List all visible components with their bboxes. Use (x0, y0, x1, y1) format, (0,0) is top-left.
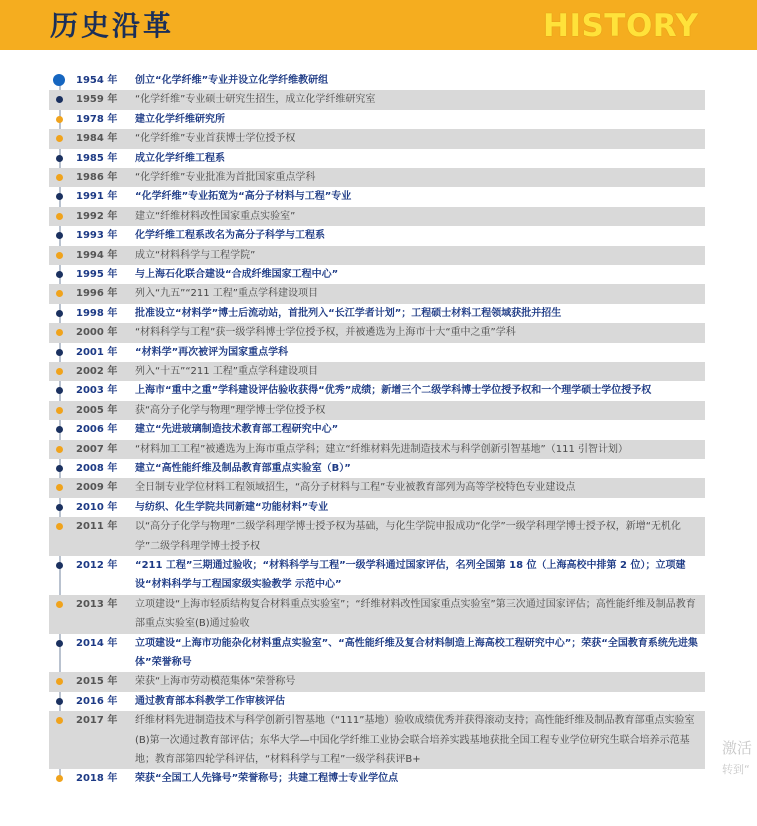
timeline-row (49, 343, 705, 362)
timeline-dot-icon (56, 775, 63, 782)
timeline-row (49, 440, 705, 459)
timeline-row (49, 226, 705, 245)
timeline-dot-icon (56, 368, 63, 375)
timeline-dot-icon (56, 465, 63, 472)
timeline-year: 1998 年 (76, 307, 118, 319)
timeline-description: 荣获“全国工人先锋号”荣誉称号；共建工程博士专业学位点 (135, 773, 399, 785)
timeline-year: 1995 年 (76, 269, 118, 280)
timeline-row (49, 498, 705, 517)
timeline-year: 2005 年 (76, 404, 118, 416)
timeline-description: “材料加工工程”被遴选为上海市重点学科；建立“纤维材料先进制造技术与科学创新引智基地”（111 引智计划） (135, 443, 628, 455)
timeline-dot-icon (56, 310, 63, 317)
timeline-dot-icon (56, 349, 63, 356)
timeline-description: “材料科学与工程”获一级学科博士学位授予权，并被遴选为上海市十大“重中之重”学科 (135, 327, 516, 339)
watermark-text: 激活 (722, 739, 753, 757)
timeline-dot-icon (56, 698, 63, 705)
timeline-dot-icon (56, 174, 63, 181)
timeline-description: 纤维材料先进制造技术与科学创新引智基地（“111”基地）验收成绩优秀并获得滚动支持；高性能纤维及制品教育部重点实验室(B)第一次通过教育部评估；东华大学—中国化学纤维工业协会联合培养实践基地获批全国工程专业学位研究生联合培养示范基地；教育部第四轮学科评估，“材料科学与工程”一级学科获评B+ (135, 715, 695, 765)
timeline-row (49, 304, 705, 323)
timeline-description: 创立“化学纤维”专业并设立化学纤维教研组 (135, 75, 329, 86)
timeline-year: 2012 年 (76, 560, 118, 571)
timeline-dot-icon (56, 640, 63, 647)
timeline-dot-icon (56, 252, 63, 259)
timeline-year: 2014 年 (76, 637, 118, 649)
timeline-row (49, 90, 705, 109)
timeline-year: 2006 年 (76, 424, 118, 436)
timeline-dot-icon (56, 329, 63, 336)
timeline-dot-icon (56, 678, 63, 685)
timeline-dot-icon (56, 387, 63, 394)
timeline-year: 2015 年 (76, 676, 118, 688)
timeline-row (49, 556, 705, 595)
timeline-dot-icon (56, 426, 63, 433)
timeline-year: 2002 年 (76, 366, 118, 377)
timeline-description: 通过教育部本科教学工作审核评估 (135, 695, 285, 707)
timeline-description: “211 工程”三期通过验收；“材料科学与工程”一级学科通过国家评估，名列全国第 18 位（上海高校中排第 2 位）；立项建设“材料科学与工程国家级实验教学 示范中心” (135, 560, 686, 591)
timeline-dot-icon (56, 193, 63, 200)
timeline-row (49, 420, 705, 439)
timeline-description: 与上海石化联合建设“合成纤维国家工程中心” (135, 269, 339, 280)
timeline-description: 批准设立“材料学”博士后流动站，首批列入“长江学者计划”；工程硕士材料工程领域获批并招生 (135, 307, 562, 319)
timeline-row (49, 401, 705, 420)
timeline-description: 全日制专业学位材料工程领域招生，“高分子材料与工程”专业被教育部列为高等学校特色专业建设点 (135, 482, 576, 494)
timeline-dot-icon (56, 407, 63, 414)
timeline-year: 1959 年 (76, 94, 118, 106)
timeline-year: 2001 年 (76, 346, 118, 358)
timeline-dot-icon (56, 523, 63, 530)
timeline-dot-icon (56, 116, 63, 123)
timeline-dot-icon (56, 135, 63, 142)
timeline-year: 1994 年 (76, 249, 118, 261)
timeline-year: 1986 年 (76, 172, 118, 183)
timeline-year: 2018 年 (76, 773, 118, 785)
timeline-row (49, 265, 705, 284)
timeline-description: 成立“材料科学与工程学院” (135, 249, 256, 261)
timeline-row (49, 711, 705, 769)
timeline-year: 1993 年 (76, 230, 118, 242)
timeline-description: “材料学”再次被评为国家重点学科 (135, 346, 289, 358)
timeline-dot-icon (56, 213, 63, 220)
timeline-row (49, 362, 705, 381)
timeline-dot-icon (56, 446, 63, 453)
timeline-description: 成立化学纤维工程系 (135, 152, 225, 164)
timeline-dot-icon (56, 562, 63, 569)
timeline-year: 2007 年 (76, 443, 118, 455)
timeline-row (49, 110, 705, 129)
timeline-year: 2011 年 (76, 521, 118, 533)
timeline-dot-icon (56, 232, 63, 239)
timeline-row (49, 71, 705, 90)
timeline-description: 列入“九五”“211 工程”重点学科建设项目 (135, 288, 318, 300)
timeline-row (49, 323, 705, 342)
timeline-year: 1996 年 (76, 288, 118, 300)
timeline-description: 建立“高性能纤维及制品教育部重点实验室（B）” (135, 463, 351, 474)
timeline-year: 2008 年 (76, 463, 118, 474)
timeline-description: “化学纤维”专业批准为首批国家重点学科 (135, 172, 316, 183)
timeline-row (49, 769, 705, 788)
timeline-year: 1984 年 (76, 133, 118, 145)
timeline-row (49, 595, 705, 634)
timeline-row (49, 246, 705, 265)
timeline-row (49, 672, 705, 691)
timeline-year: 1985 年 (76, 152, 118, 164)
timeline-description: 建立“先进玻璃制造技术教育部工程研究中心” (135, 424, 339, 436)
timeline-year: 1991 年 (76, 191, 118, 203)
timeline-year: 2016 年 (76, 695, 118, 707)
timeline-row (49, 129, 705, 148)
timeline-description: 立项建设“上海市轻质结构复合材料重点实验室”；“纤维材料改性国家重点实验室”第三次通过国家评估；高性能纤维及制品教育部重点实验室(B)通过验收 (135, 598, 696, 630)
timeline-dot-icon (56, 601, 63, 608)
timeline-year: 1978 年 (76, 113, 118, 125)
timeline-dot-icon (56, 271, 63, 278)
timeline-description: 与纺织、化生学院共同新建“功能材料”专业 (135, 501, 329, 513)
timeline-dot-icon (56, 504, 63, 511)
timeline-row (49, 517, 705, 556)
timeline-year: 2017 年 (76, 715, 118, 727)
timeline-description: “化学纤维”专业首获博士学位授予权 (135, 133, 296, 145)
timeline-year: 1992 年 (76, 210, 118, 222)
page-title: 历史沿革 (50, 9, 175, 42)
timeline-row (49, 692, 705, 711)
timeline-year: 1954 年 (76, 75, 118, 86)
timeline-description: 建立化学纤维研究所 (135, 113, 225, 125)
page-title-en: HISTORY (543, 8, 699, 44)
timeline-description: 上海市“重中之重”学科建设评估验收获得“优秀”成绩；新增三个二级学科博士学位授予权和一个理学硕士学位授予权 (135, 385, 652, 397)
timeline-description: 建立“纤维材料改性国家重点实验室” (135, 210, 296, 222)
timeline-year: 2003 年 (76, 385, 118, 397)
timeline-dot-icon (56, 290, 63, 297)
timeline-dot-icon (56, 155, 63, 162)
timeline-year: 2009 年 (76, 482, 118, 494)
timeline-description: 荣获“上海市劳动模范集体”荣誉称号 (135, 676, 296, 688)
timeline-row (49, 284, 705, 303)
timeline-dot-icon (53, 74, 65, 86)
timeline-row (49, 149, 705, 168)
timeline-description: 以“高分子化学与物理”二级学科理学博士授予权为基础，与化生学院申报成功“化学”一级学科理学博士授予权，新增“无机化学”二级学科理学博士授予权 (135, 521, 681, 552)
timeline-row (49, 634, 705, 673)
timeline-row (49, 478, 705, 497)
timeline-description: 获“高分子化学与物理”理学博士学位授予权 (135, 404, 326, 416)
timeline-description: “化学纤维”专业拓宽为“高分子材料与工程”专业 (135, 191, 352, 203)
timeline-description: “化学纤维”专业硕士研究生招生，成立化学纤维研究室 (135, 94, 376, 106)
watermark-text-2: 转到“ (722, 763, 750, 776)
timeline-description: 化学纤维工程系改名为高分子科学与工程系 (135, 230, 325, 242)
timeline-row (49, 381, 705, 400)
timeline-dot-icon (56, 484, 63, 491)
timeline-dot-icon (56, 96, 63, 103)
timeline-row (49, 459, 705, 478)
timeline-year: 2000 年 (76, 327, 118, 339)
timeline-year: 2010 年 (76, 501, 118, 513)
timeline-row (49, 207, 705, 226)
timeline-description: 列入“十五”“211 工程”重点学科建设项目 (135, 366, 318, 377)
timeline-year: 2013 年 (76, 598, 118, 610)
timeline-row (49, 187, 705, 206)
timeline-row (49, 168, 705, 187)
timeline-description: 立项建设“上海市功能杂化材料重点实验室”、“高性能纤维及复合材料制造上海高校工程研究中心”；荣获“全国教育系统先进集体”荣誉称号 (135, 637, 698, 668)
timeline-dot-icon (56, 717, 63, 724)
